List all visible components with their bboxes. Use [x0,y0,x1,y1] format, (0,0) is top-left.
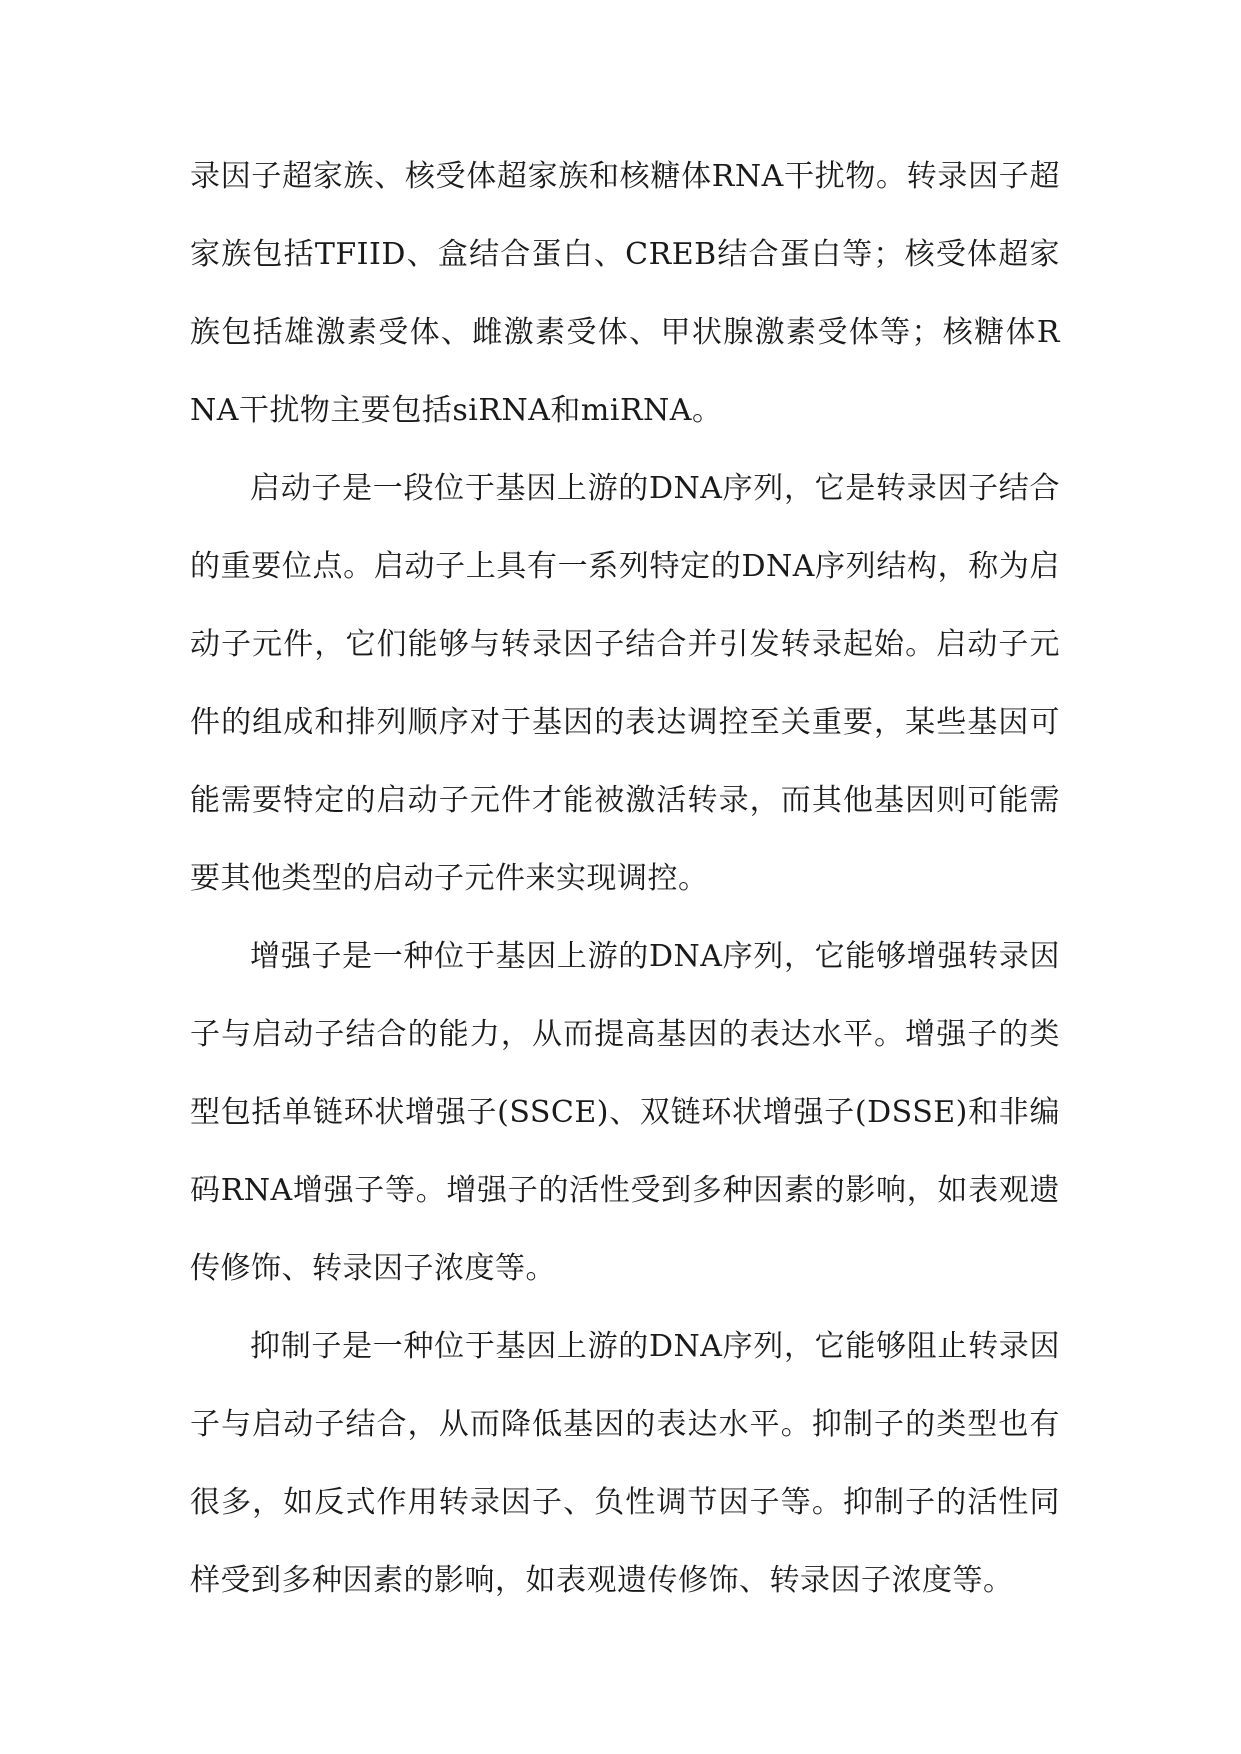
paragraph-silencer: 抑制子是一种位于基因上游的DNA序列，它能够阻止转录因子与启动子结合，从而降低基因的表达水平。抑制子的类型也有很多，如反式作用转录因子、负性调节因子等。抑制子的活性同样受到多种因素的影响，如表观遗传修饰、转录因子浓度等。 [190,1329,1060,1598]
paragraph-continued: 录因子超家族、核受体超家族和核糖体RNA干扰物。转录因子超家族包括TFIID、盒结合蛋白、CREB结合蛋白等；核受体超家族包括雄激素受体、雌激素受体、甲状腺激素受体等；核糖体RNA干扰物主要包括siRNA和miRNA。 [190,159,1060,428]
document-page [190,138,1060,1620]
paragraph-promoter: 启动子是一段位于基因上游的DNA序列，它是转录因子结合的重要位点。启动子上具有一系列特定的DNA序列结构，称为启动子元件，它们能够与转录因子结合并引发转录起始。启动子元件的组成和排列顺序对于基因的表达调控至关重要，某些基因可能需要特定的启动子元件才能被激活转录，而其他基因则可能需要其他类型的启动子元件来实现调控。 [190,471,1060,896]
paragraph-enhancer: 增强子是一种位于基因上游的DNA序列，它能够增强转录因子与启动子结合的能力，从而提高基因的表达水平。增强子的类型包括单链环状增强子(SSCE)、双链环状增强子(DSSE)和非编码RNA增强子等。增强子的活性受到多种因素的影响，如表观遗传修饰、转录因子浓度等。 [190,939,1060,1286]
